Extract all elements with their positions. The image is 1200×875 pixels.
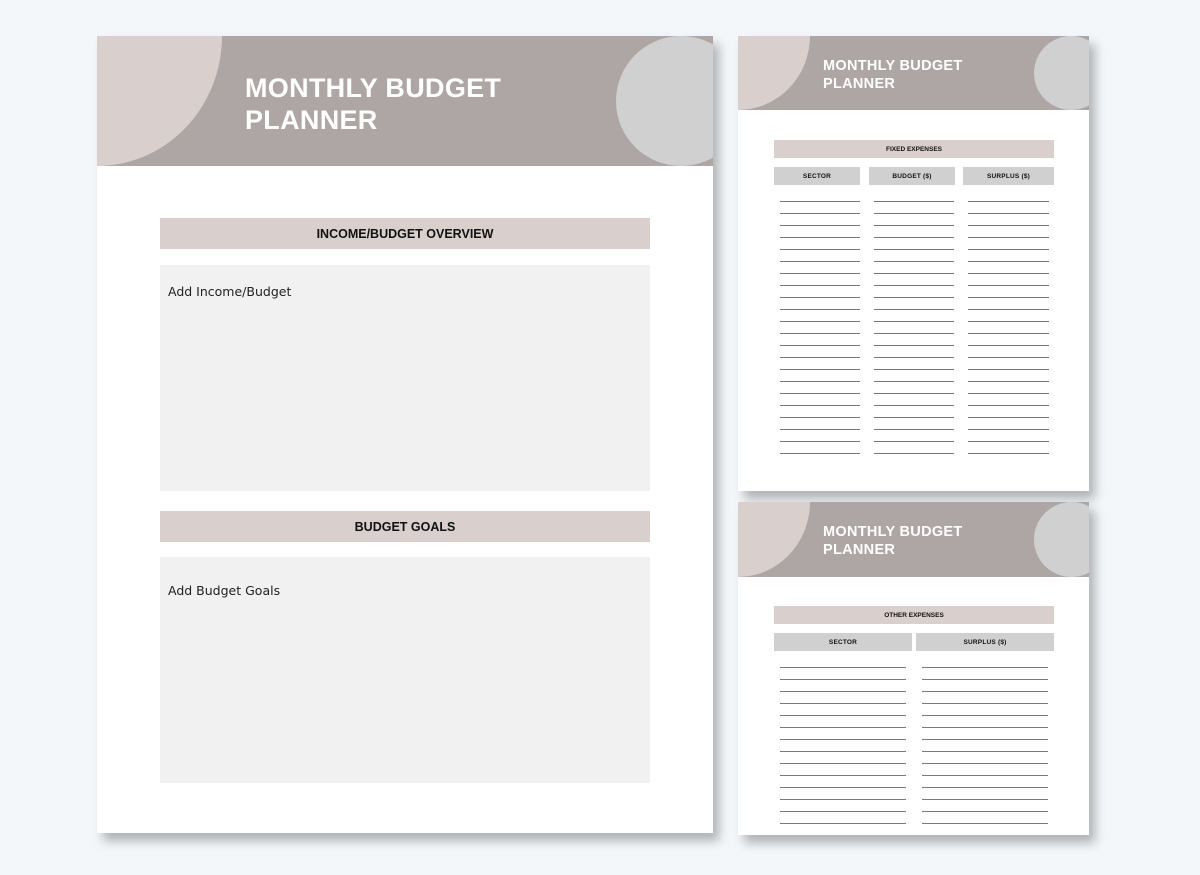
title-line-1: MONTHLY BUDGET bbox=[245, 73, 502, 103]
title-line-2: PLANNER bbox=[245, 105, 378, 136]
main-budget-page bbox=[97, 36, 713, 833]
write-in-line[interactable] bbox=[874, 453, 954, 454]
column-label: SURPLUS ($) bbox=[986, 172, 1030, 180]
write-in-line[interactable] bbox=[968, 453, 1049, 454]
write-in-line[interactable] bbox=[922, 763, 1048, 764]
fixed-expenses-page bbox=[738, 36, 1089, 491]
section-heading-text: OTHER EXPENSES bbox=[884, 611, 944, 619]
write-in-line[interactable] bbox=[874, 429, 954, 430]
write-in-line[interactable] bbox=[780, 799, 906, 800]
write-in-line[interactable] bbox=[780, 763, 906, 764]
write-in-line[interactable] bbox=[968, 249, 1049, 250]
write-in-line[interactable] bbox=[874, 381, 954, 382]
decorative-quarter-circle-icon bbox=[97, 36, 227, 166]
section-heading-text: BUDGET GOALS bbox=[354, 519, 456, 534]
write-in-line[interactable] bbox=[780, 441, 860, 442]
write-in-line[interactable] bbox=[922, 691, 1048, 692]
column-label: SECTOR bbox=[802, 172, 832, 180]
write-in-line[interactable] bbox=[968, 237, 1049, 238]
income-budget-overview-heading bbox=[160, 218, 650, 249]
write-in-line[interactable] bbox=[968, 285, 1049, 286]
write-in-line[interactable] bbox=[968, 225, 1049, 226]
column-label: BUDGET ($) bbox=[892, 172, 932, 180]
title-line-1: MONTHLY BUDGET bbox=[823, 524, 963, 540]
budget-goals-heading bbox=[160, 511, 650, 542]
write-in-line[interactable] bbox=[968, 297, 1049, 298]
write-in-line[interactable] bbox=[780, 297, 860, 298]
write-in-line[interactable] bbox=[874, 285, 954, 286]
write-in-line[interactable] bbox=[874, 333, 954, 334]
write-in-line[interactable] bbox=[874, 441, 954, 442]
write-in-line[interactable] bbox=[922, 787, 1048, 788]
write-in-line[interactable] bbox=[968, 417, 1049, 418]
write-in-line[interactable] bbox=[874, 201, 954, 202]
write-in-line[interactable] bbox=[922, 715, 1048, 716]
budget-goals-placeholder: Add Budget Goals bbox=[168, 583, 281, 598]
page-title bbox=[823, 523, 963, 559]
decorative-quarter-circle-icon bbox=[738, 502, 813, 577]
section-heading-text: INCOME/BUDGET OVERVIEW bbox=[316, 226, 494, 241]
write-in-line[interactable] bbox=[874, 249, 954, 250]
write-in-line[interactable] bbox=[780, 703, 906, 704]
decorative-circle-right bbox=[616, 36, 713, 166]
write-in-line[interactable] bbox=[780, 261, 860, 262]
page-title bbox=[823, 57, 963, 93]
write-in-line[interactable] bbox=[780, 309, 860, 310]
write-in-line[interactable] bbox=[874, 261, 954, 262]
write-in-line[interactable] bbox=[922, 667, 1048, 668]
write-in-line[interactable] bbox=[922, 739, 1048, 740]
write-in-line[interactable] bbox=[780, 273, 860, 274]
write-in-line[interactable] bbox=[780, 393, 860, 394]
write-in-line[interactable] bbox=[780, 453, 860, 454]
write-in-line[interactable] bbox=[874, 237, 954, 238]
write-in-line[interactable] bbox=[780, 429, 860, 430]
write-in-line[interactable] bbox=[874, 297, 954, 298]
write-in-line[interactable] bbox=[874, 309, 954, 310]
column-header-sector bbox=[774, 633, 912, 651]
other-expenses-heading bbox=[774, 606, 1054, 624]
write-in-line[interactable] bbox=[922, 775, 1048, 776]
write-in-line[interactable] bbox=[780, 369, 860, 370]
write-in-line[interactable] bbox=[968, 273, 1049, 274]
fixed-expenses-heading bbox=[774, 140, 1054, 158]
column-label: SURPLUS ($) bbox=[963, 638, 1007, 646]
write-in-line[interactable] bbox=[780, 715, 906, 716]
write-in-line[interactable] bbox=[780, 739, 906, 740]
write-in-line[interactable] bbox=[874, 345, 954, 346]
page-header bbox=[97, 36, 713, 166]
write-in-line[interactable] bbox=[874, 273, 954, 274]
write-in-line[interactable] bbox=[922, 727, 1048, 728]
write-in-line[interactable] bbox=[780, 727, 906, 728]
column-header-surplus bbox=[963, 167, 1054, 185]
title-line-2: PLANNER bbox=[823, 76, 896, 93]
write-in-line[interactable] bbox=[780, 691, 906, 692]
write-in-line[interactable] bbox=[780, 213, 860, 214]
write-in-line[interactable] bbox=[922, 679, 1048, 680]
write-in-line[interactable] bbox=[968, 405, 1049, 406]
write-in-line[interactable] bbox=[780, 357, 860, 358]
write-in-line[interactable] bbox=[874, 357, 954, 358]
write-in-line[interactable] bbox=[780, 285, 860, 286]
write-in-line[interactable] bbox=[922, 703, 1048, 704]
write-in-line[interactable] bbox=[968, 441, 1049, 442]
write-in-line[interactable] bbox=[780, 811, 906, 812]
title-line-1: MONTHLY BUDGET bbox=[823, 58, 963, 74]
income-budget-placeholder: Add Income/Budget bbox=[168, 284, 292, 299]
page-header bbox=[738, 502, 1089, 577]
write-in-line[interactable] bbox=[780, 345, 860, 346]
write-in-line[interactable] bbox=[968, 345, 1049, 346]
write-in-line[interactable] bbox=[780, 417, 860, 418]
write-in-line[interactable] bbox=[874, 369, 954, 370]
write-in-line[interactable] bbox=[968, 213, 1049, 214]
write-in-line[interactable] bbox=[968, 201, 1049, 202]
write-in-line[interactable] bbox=[874, 393, 954, 394]
write-in-line[interactable] bbox=[968, 381, 1049, 382]
write-in-line[interactable] bbox=[922, 799, 1048, 800]
write-in-line[interactable] bbox=[780, 381, 860, 382]
decorative-circle-right bbox=[1034, 36, 1089, 110]
column-header-sector bbox=[774, 167, 860, 185]
column-header-budget bbox=[869, 167, 955, 185]
write-in-line[interactable] bbox=[968, 321, 1049, 322]
write-in-line[interactable] bbox=[968, 369, 1049, 370]
page-header bbox=[738, 36, 1089, 110]
write-in-line[interactable] bbox=[968, 429, 1049, 430]
write-in-line[interactable] bbox=[780, 823, 906, 824]
write-in-line[interactable] bbox=[922, 823, 1048, 824]
write-in-line[interactable] bbox=[874, 321, 954, 322]
column-label: SECTOR bbox=[828, 638, 858, 646]
write-in-line[interactable] bbox=[780, 679, 906, 680]
income-budget-input-area[interactable] bbox=[160, 265, 650, 491]
write-in-line[interactable] bbox=[874, 225, 954, 226]
write-in-line[interactable] bbox=[968, 261, 1049, 262]
section-heading-text: FIXED EXPENSES bbox=[886, 145, 942, 153]
write-in-line[interactable] bbox=[780, 249, 860, 250]
write-in-line[interactable] bbox=[874, 405, 954, 406]
decorative-circle-right bbox=[1034, 502, 1089, 577]
write-in-line[interactable] bbox=[968, 393, 1049, 394]
write-in-line[interactable] bbox=[780, 751, 906, 752]
write-in-line[interactable] bbox=[780, 667, 906, 668]
write-in-line[interactable] bbox=[780, 405, 860, 406]
write-in-line[interactable] bbox=[874, 417, 954, 418]
other-expenses-page bbox=[738, 502, 1089, 835]
write-in-line[interactable] bbox=[780, 787, 906, 788]
write-in-line[interactable] bbox=[780, 237, 860, 238]
page-title bbox=[245, 72, 501, 137]
write-in-line[interactable] bbox=[780, 201, 860, 202]
budget-goals-input-area[interactable] bbox=[160, 557, 650, 783]
write-in-line[interactable] bbox=[968, 357, 1049, 358]
decorative-quarter-circle-icon bbox=[738, 36, 813, 110]
write-in-line[interactable] bbox=[780, 225, 860, 226]
write-in-line[interactable] bbox=[780, 775, 906, 776]
write-in-line[interactable] bbox=[922, 811, 1048, 812]
write-in-line[interactable] bbox=[922, 751, 1048, 752]
write-in-line[interactable] bbox=[968, 309, 1049, 310]
write-in-line[interactable] bbox=[874, 213, 954, 214]
write-in-line[interactable] bbox=[968, 333, 1049, 334]
column-header-surplus bbox=[916, 633, 1054, 651]
write-in-line[interactable] bbox=[780, 321, 860, 322]
title-line-2: PLANNER bbox=[823, 542, 896, 559]
write-in-line[interactable] bbox=[780, 333, 860, 334]
